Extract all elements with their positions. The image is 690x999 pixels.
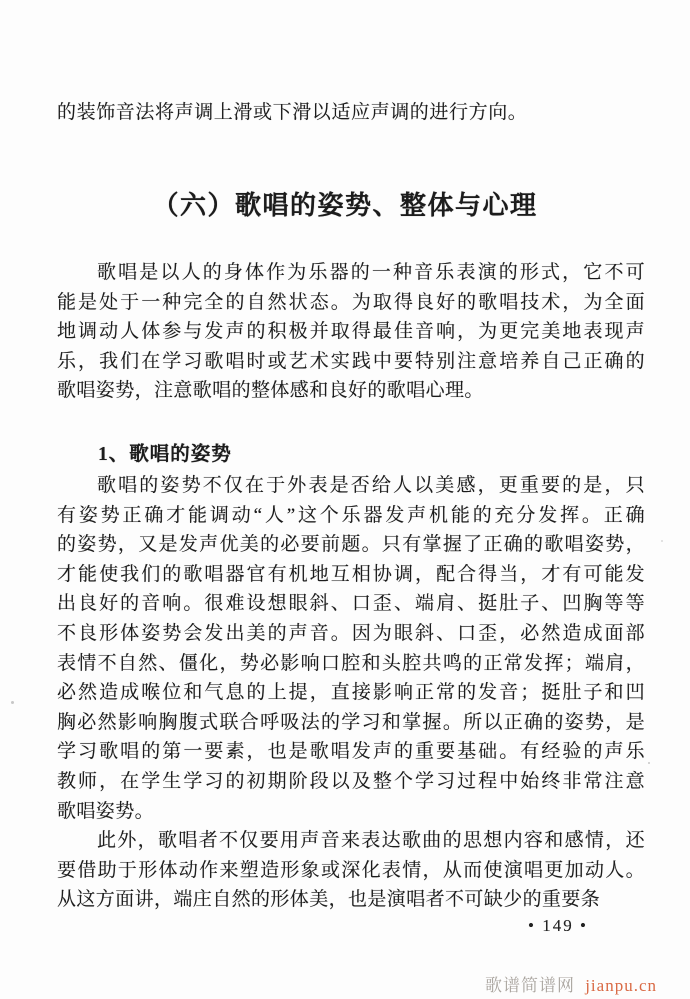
text-line: 从这方面讲，端庄自然的形体美，也是演唱者不可缺少的重要条: [57, 889, 601, 911]
text-line: 歌唱姿势，注意歌唱的整体感和良好的歌唱心理。: [57, 380, 484, 402]
text-line: 必然造成喉位和气息的上提，直接影响正常的发音；挺肚子和凹: [57, 682, 645, 704]
watermark: [485, 971, 657, 996]
text-line: 表情不自然、僵化，势必影响口腔和头腔共鸣的正常发挥；端肩，: [57, 652, 645, 674]
paragraph: [57, 471, 645, 826]
scan-speck: [661, 540, 663, 542]
section-heading: 1、歌唱的姿势: [98, 443, 232, 465]
text-line: 乐，我们在学习歌唱时或艺术实践中要特别注意培养自己正确的: [57, 350, 645, 372]
text-line: 胸必然影响胸腹式联合呼吸法的学习和掌握。所以正确的姿势，是: [57, 711, 645, 733]
text-line: 此外，歌唱者不仅要用声音来表达歌曲的思想内容和感情，还: [97, 830, 645, 852]
text-line: 能是处于一种完全的自然状态。为取得良好的歌唱技术，为全面: [57, 291, 645, 313]
section-title: （六）歌唱的姿势、整体与心理: [152, 191, 538, 220]
text-line: 歌唱是以人的身体作为乐器的一种音乐表演的形式，它不可: [97, 262, 645, 283]
continuation-text-line: 的装饰音法将声调上滑或下滑以适应声调的进行方向。: [57, 102, 528, 123]
scan-speck: [11, 701, 14, 704]
text-line: 学习歌唱的第一要素，也是歌唱发声的重要基础。有经验的声乐: [57, 741, 645, 763]
text-line: 出良好的音响。很难设想眼斜、口歪、端肩、挺肚子、凹胸等等: [57, 593, 645, 615]
text-line: 歌唱姿势。: [57, 800, 155, 822]
text-line: 要借助于形体动作来塑造形象或深化表情，从而使演唱更加动人。: [57, 859, 645, 881]
scan-speck: [648, 762, 650, 764]
text-line: 才能使我们的歌唱器官有机地互相协调，配合得当，才有可能发: [57, 563, 645, 585]
text-line: 的姿势，又是发声优美的必要前题。只有掌握了正确的歌唱姿势，: [57, 534, 645, 556]
page-number: • 149 •: [528, 916, 588, 935]
paragraph: [57, 258, 645, 406]
paragraph: [57, 826, 645, 915]
text-line: 地调动人体参与发声的积极并取得最佳音响，为更完美地表现声: [57, 321, 645, 343]
text-line: 歌唱的姿势不仅在于外表是否给人以美感，更重要的是，只: [97, 474, 645, 496]
text-line: 教师，在学生学习的初期阶段以及整个学习过程中始终非常注意: [57, 770, 645, 792]
text-line: 有姿势正确才能调动“人”这个乐器发声机能的充分发挥。正确: [57, 504, 645, 526]
body-text: [57, 258, 645, 915]
text-line: 不良形体姿势会发出美的声音。因为眼斜、口歪，必然造成面部: [57, 622, 645, 644]
watermark-site-url: jianpu.cn: [585, 976, 657, 995]
watermark-site-name: 歌谱简谱网: [484, 976, 575, 995]
